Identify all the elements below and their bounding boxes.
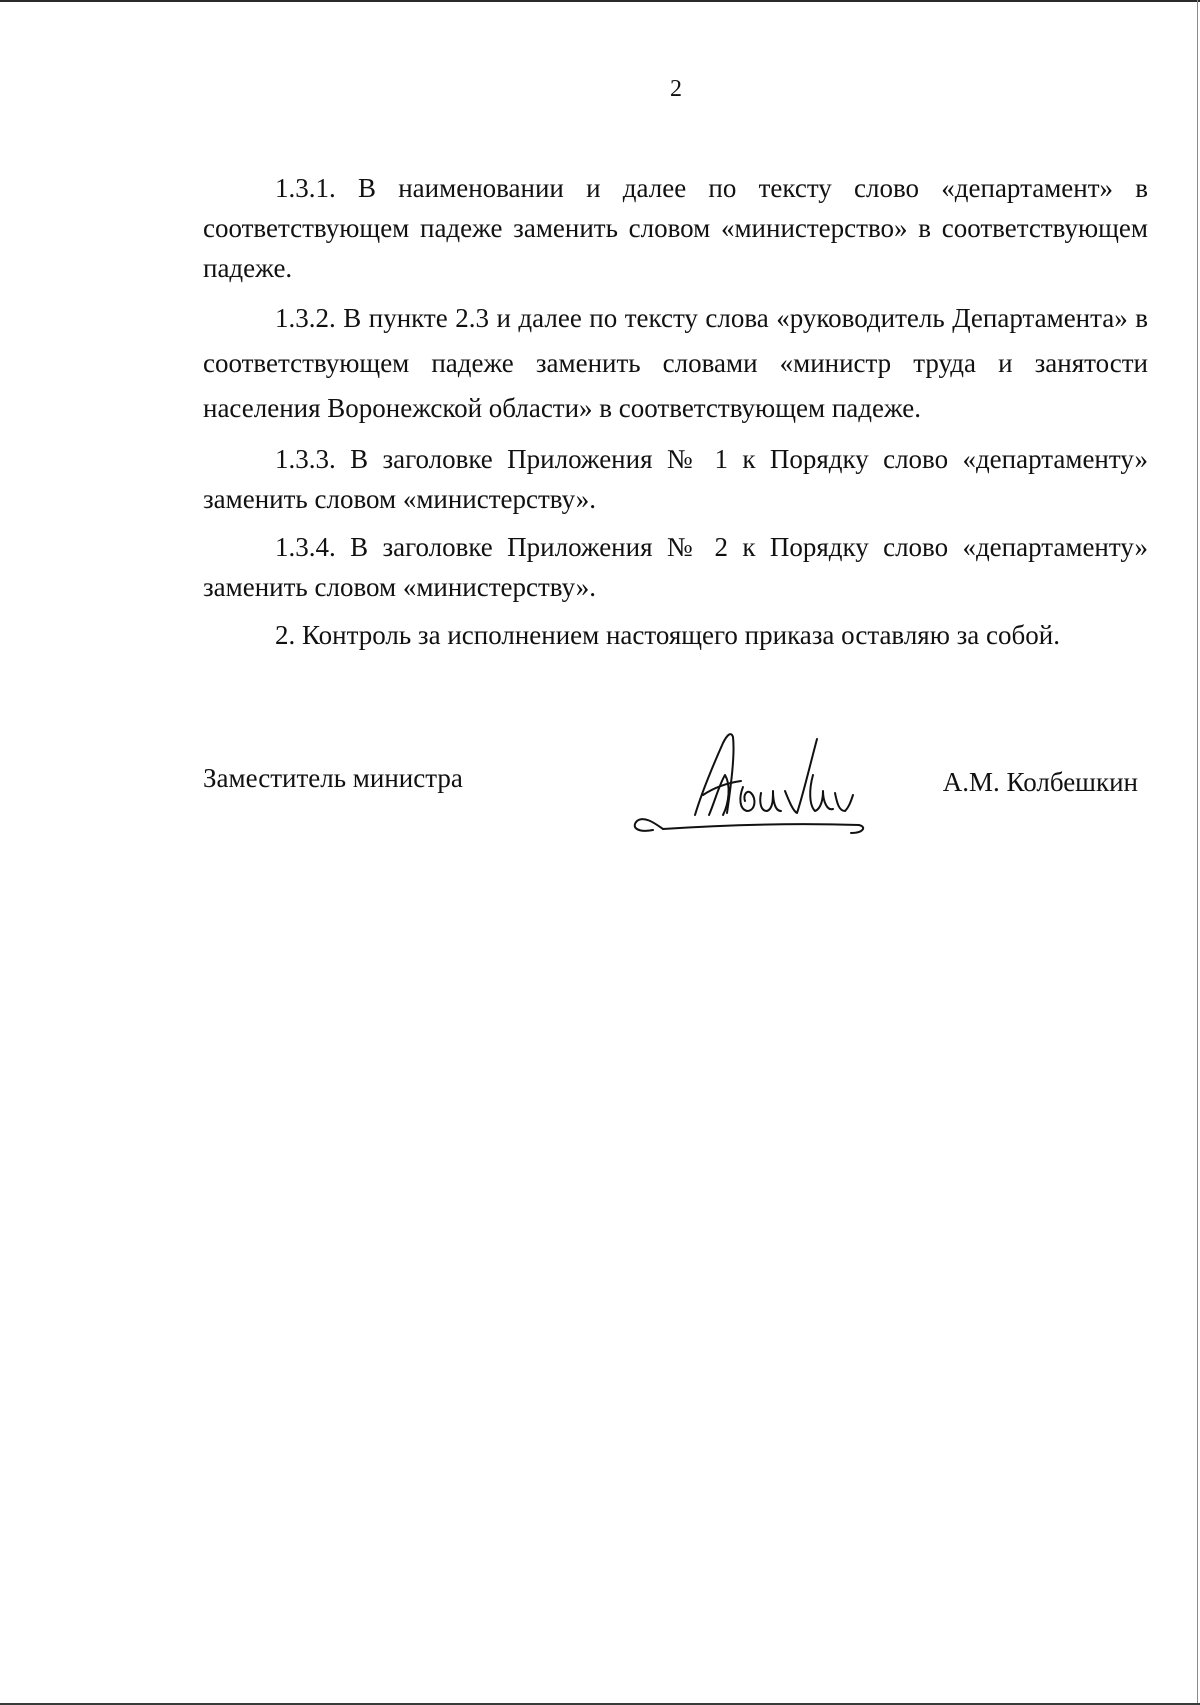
scan-edge-top — [0, 0, 1200, 2]
handwritten-signature-icon — [623, 715, 883, 845]
page-number: 2 — [670, 76, 682, 102]
paragraph-2: 2. Контроль за исполнением настоящего приказа оставляю за собой. — [275, 620, 1060, 650]
signer-name: А.М. Колбешкин — [942, 767, 1138, 797]
document-body — [203, 168, 1148, 655]
paragraph-1-3-3: 1.3.3. В заголовке Приложения № 1 к Порядку слово «департаменту» заменить словом «министерству». — [203, 444, 1148, 514]
scan-edge-right — [1197, 0, 1198, 1705]
signature-block — [203, 745, 1148, 845]
paragraph-1-3-2: 1.3.2. В пункте 2.3 и далее по тексту слова «руководитель Департамента» в соответствующем падеже заменить словами «министр труда и занятости населения Воронежской области» в соответствующем падеже. — [203, 303, 1148, 423]
paragraph-1-3-4: 1.3.4. В заголовке Приложения № 2 к Порядку слово «департаменту» заменить словом «министерству». — [203, 532, 1148, 602]
signer-position: Заместитель министра — [203, 763, 463, 793]
paragraph-1-3-1: 1.3.1. В наименовании и далее по тексту слово «департамент» в соответствующем падеже заменить словом «министерство» в соответствующем падеже. — [203, 173, 1148, 283]
